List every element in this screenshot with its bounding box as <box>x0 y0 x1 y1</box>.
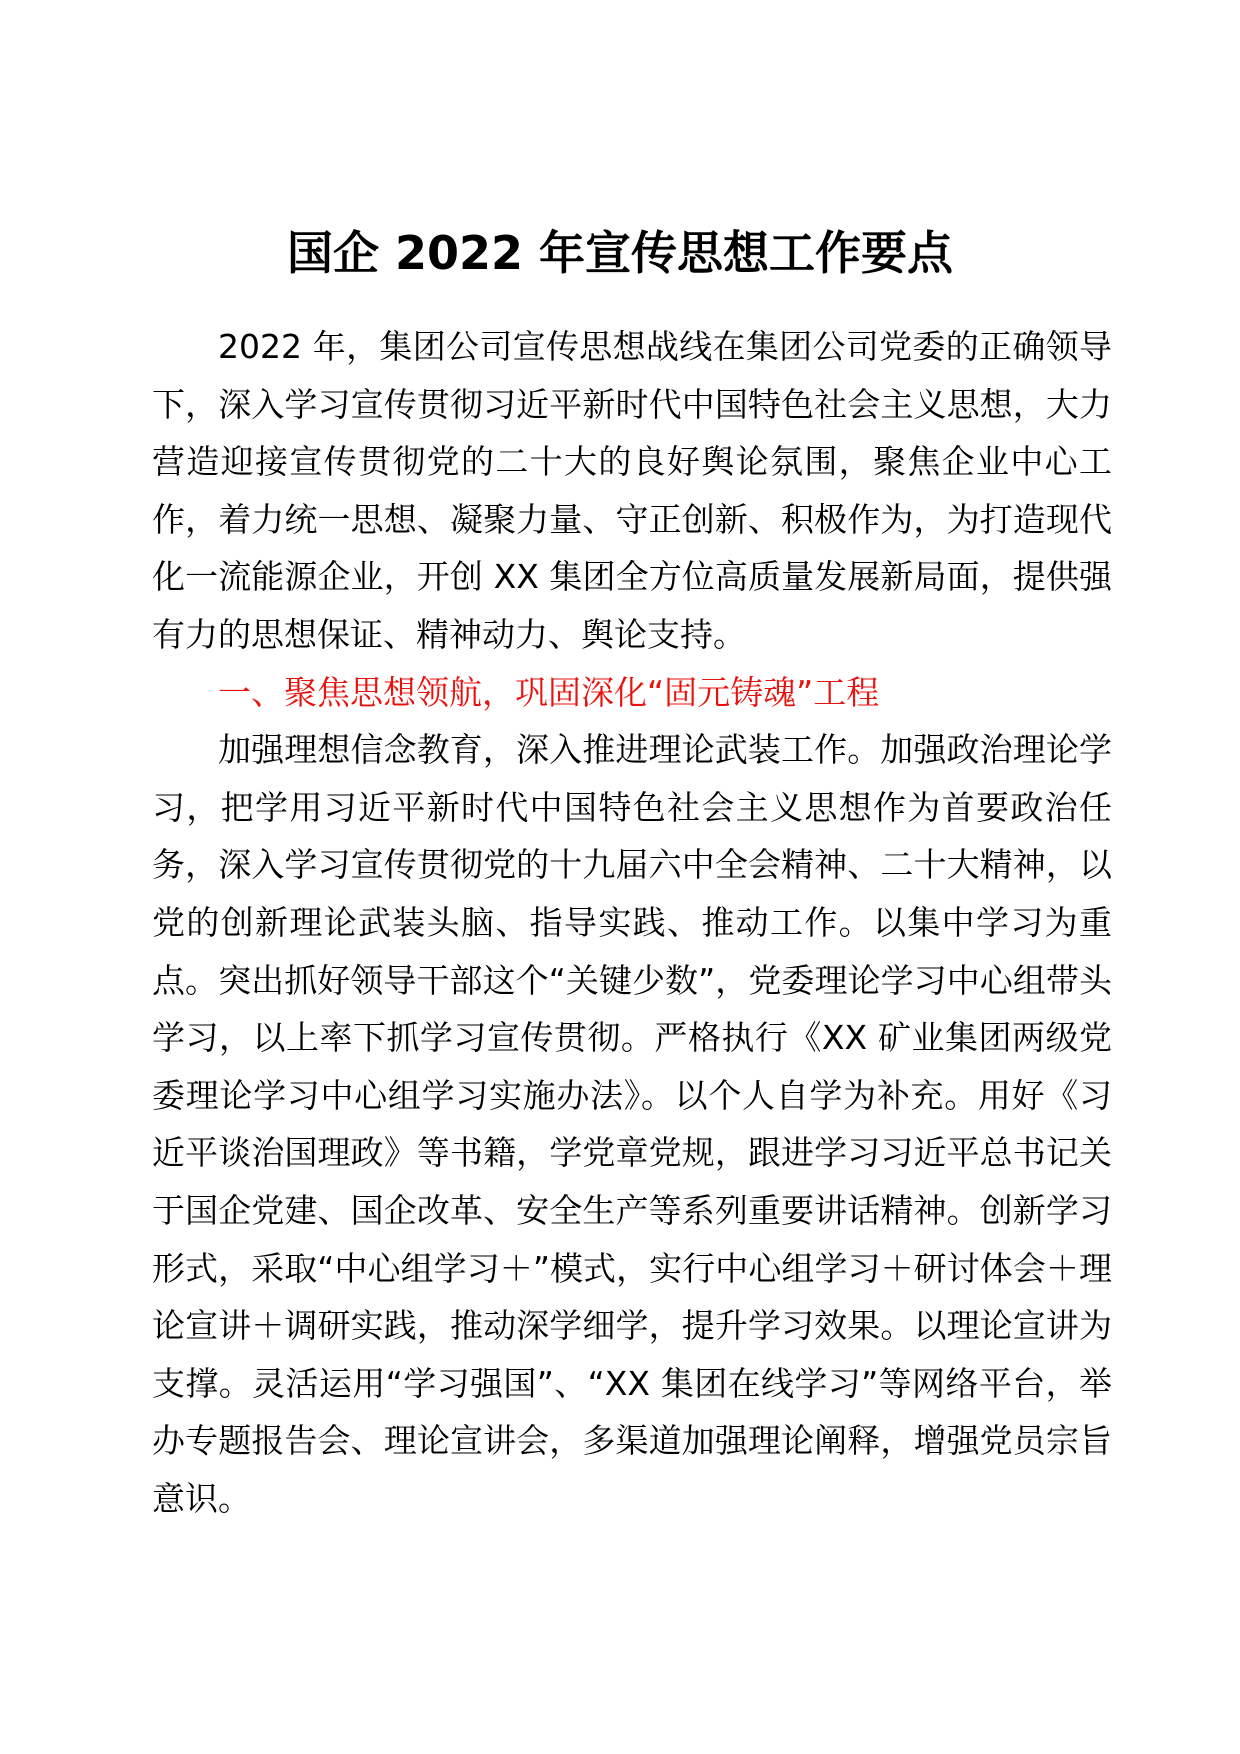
section-paragraph: 加强理想信念教育，深入推进理论武装工作。加强政治理论学习，把学用习近平新时代中国特色社会主义思想作为首要政治任务，深入学习宣传贯彻党的十九届六中全会精神、二十大精神，以党的创新理论武装头脑、指导实践、推动工作。以集中学习为重点。突出抓好领导干部这个“关键少数”，党委理论学习中心组带头学习，以上率下抓学习宣传贯彻。严格执行《XX 矿业集团两级党委理论学习中心组学习实施办法》。以个人自学为补充。用好《习近平谈治国理政》等书籍，学党章党规，跟进学习习近平总书记关于国企党建、国企改革、安全生产等系列重要讲话精神。创新学习形式，采取“中心组学习＋”模式，实行中心组学习＋研讨体会＋理论宣讲＋调研实践，推动深学细学，提升学习效果。以理论宣讲为支撑。灵活运用“学习强国”、“XX 集团在线学习”等网络平台，举办专题报告会、理论宣讲会，多渠道加强理论阐释，增强党员宗旨意识。 <box>152 730 1112 1518</box>
section-heading: 一、聚焦思想领航，巩固深化“固元铸魂”工程 <box>218 672 880 712</box>
document-title: 国企 2022 年宣传思想工作要点 <box>286 226 954 280</box>
intro-paragraph: 2022 年，集团公司宣传思想战线在集团公司党委的正确领导下，深入学习宣传贯彻习近平新时代中国特色社会主义思想，大力营造迎接宣传贯彻党的二十大的良好舆论氛围，聚焦企业中心工作，着力统一思想、凝聚力量、守正创新、积极作为，为打造现代化一流能源企业，开创 XX 集团全方位高质量发展新局面，提供强有力的思想保证、精神动力、舆论支持。 <box>152 327 1112 654</box>
document-body <box>152 318 1112 1527</box>
